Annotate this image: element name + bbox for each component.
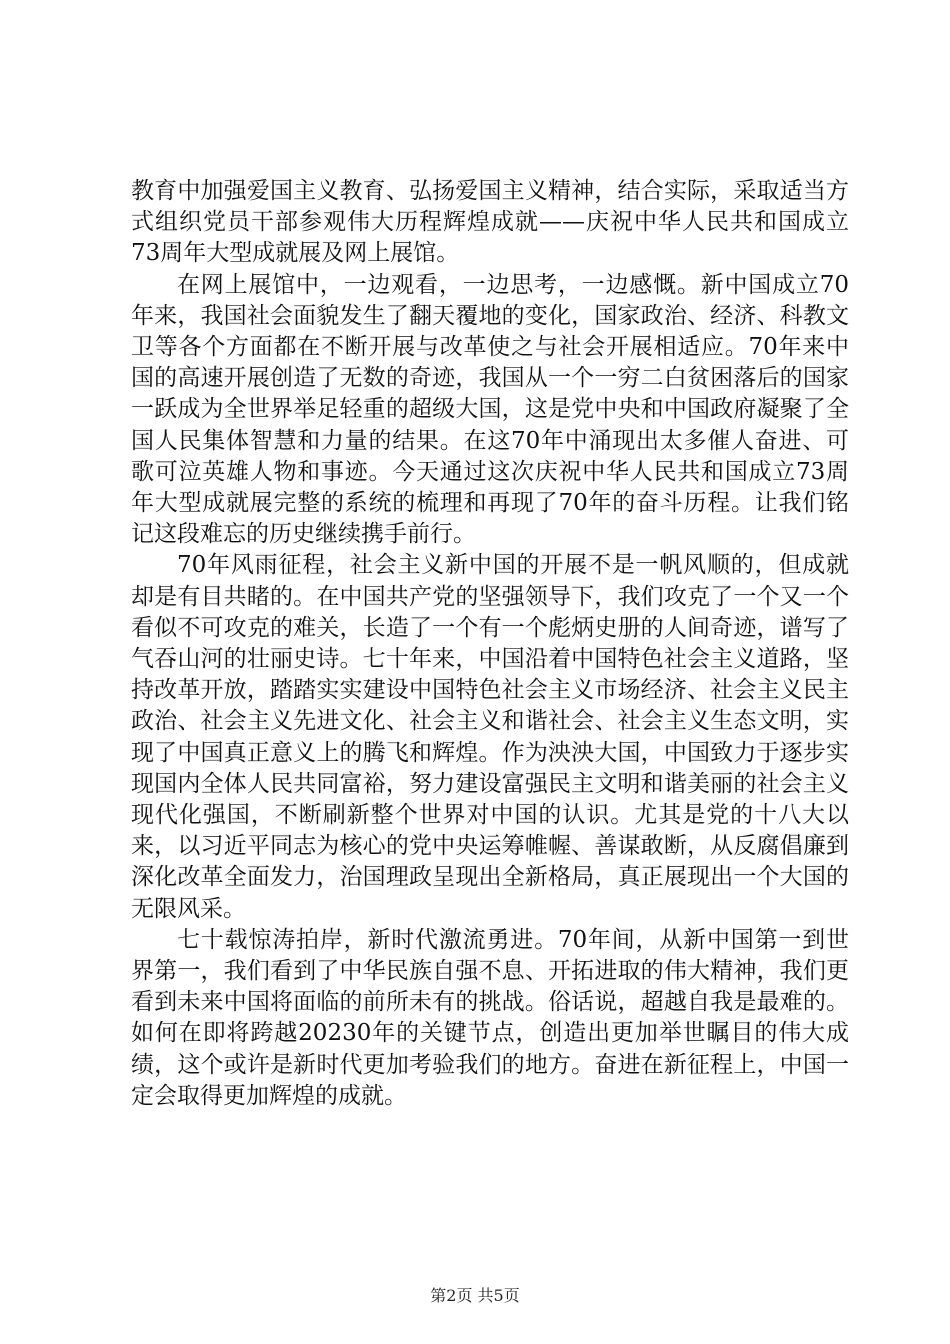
paragraph-new-era: 七十载惊涛拍岸，新时代激流勇进。70年间，从新中国第一到世界第一，我们看到了中华民族自强不息、开拓进取的伟大精神，我们更看到未来中国将面临的前所未有的挑战。俗话说，超越自我是最难的。如何在即将跨越20230年的关键节点，创造出更加举世瞩目的伟大成绩，这个或许是新时代更加考验我们的地方。奋进在新征程上，中国一定会取得更加辉煌的成就。 <box>131 926 849 1109</box>
page-number-footer: 第2页 共5页 <box>430 1286 520 1305</box>
paragraph-online-exhibition: 在网上展馆中，一边观看，一边思考，一边感慨。新中国成立70年来，我国社会面貌发生了翻天覆地的变化，国家政治、经济、科教文卫等各个方面都在不断开展与改革使之与社会开展相适应。70年来中国的高速开展创造了无数的奇迹，我国从一个一穷二白贫困落后的国家一跃成为全世界举足轻重的超级大国，这是党中央和中国政府凝聚了全国人民集体智慧和力量的结果。在这70年中涌现出太多催人奋进、可歌可泣英雄人物和事迹。今天通过这次庆祝中华人民共和国成立73周年大型成就展完整的系统的梳理和再现了70年的奋斗历程。让我们铭记这段难忘的历史继续携手前行。 <box>131 271 849 548</box>
paragraph-seventy-years-journey: 70年风雨征程，社会主义新中国的开展不是一帆风顺的，但成就却是有目共睹的。在中国共产党的坚强领导下，我们攻克了一个又一个看似不可攻克的难关，长造了一个有一个彪炳史册的人间奇迹，谱写了气吞山河的壮丽史诗。七十年来，中国沿着中国特色社会主义道路，坚持改革开放，踏踏实实建设中国特色社会主义市场经济、社会主义民主政治、社会主义先进文化、社会主义和谐社会、社会主义生态文明，实现了中国真正意义上的腾飞和辉煌。作为泱泱大国，中国致力于逐步实现国内全体人民共同富裕，努力建设富强民主文明和谐美丽的社会主义现代化强国，不断刷新整个世界对中国的认识。尤其是党的十八大以来，以习近平同志为核心的党中央运筹帷幄、善谋敢断，从反腐倡廉到深化改革全面发力，治国理政呈现出全新格局，真正展现出一个大国的无限风采。 <box>131 552 849 922</box>
paragraph-continuation: 教育中加强爱国主义教育、弘扬爱国主义精神，结合实际，采取适当方式组织党员干部参观伟大历程辉煌成就——庆祝中华人民共和国成立73周年大型成就展及网上展馆。 <box>131 178 849 267</box>
body-text <box>131 176 849 1112</box>
